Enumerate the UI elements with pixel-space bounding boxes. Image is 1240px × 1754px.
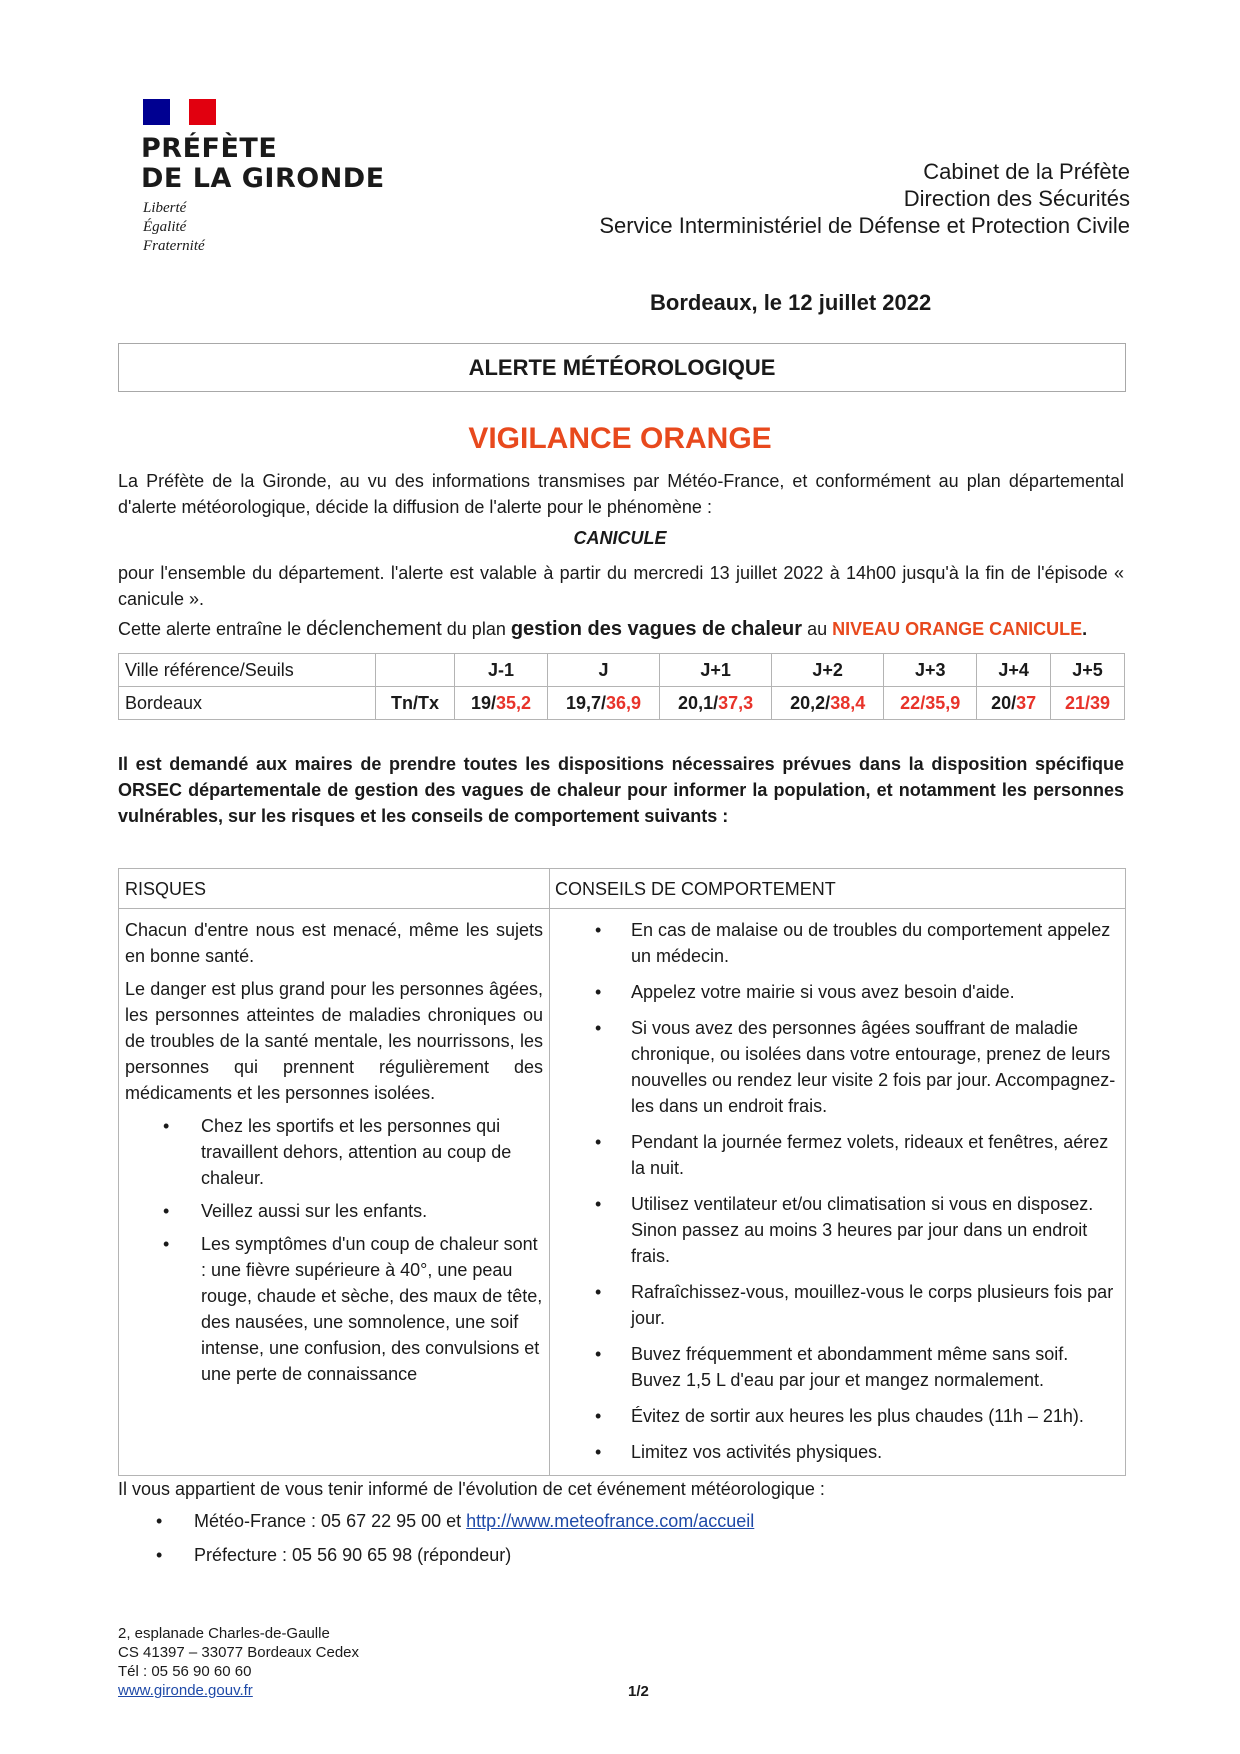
header-day: J+3	[884, 654, 977, 687]
city-name: Bordeaux	[119, 687, 376, 720]
plan-level: NIVEAU ORANGE CANICULE	[832, 619, 1083, 639]
threshold-header-row	[119, 654, 1125, 687]
footer-phone: Tél : 05 56 90 60 60	[118, 1663, 252, 1680]
republic-motto	[143, 199, 205, 256]
bullet-icon: •	[163, 1201, 170, 1221]
footer-address	[118, 1624, 359, 1700]
info-meteo	[118, 1508, 1124, 1534]
bullet-icon: •	[595, 1442, 602, 1462]
tn-value: 19,7	[565, 692, 602, 713]
bullet-icon: •	[595, 1194, 602, 1214]
page-number: 1/2	[628, 1683, 649, 1700]
footer-website-link[interactable]: www.gironde.gouv.fr	[118, 1682, 253, 1699]
advice-text: Buvez fréquemment et abondamment même sans soif. Buvez 1,5 L d'eau par jour et mangez normalement.	[631, 1344, 1069, 1390]
risk-bullet	[125, 1198, 543, 1224]
plan-prefix: Cette alerte entraîne le	[118, 619, 307, 639]
advice-text: Appelez votre mairie si vous avez besoin d'aide.	[631, 982, 1015, 1002]
header-city-label: Ville référence/Seuils	[119, 654, 376, 687]
advice-item	[559, 1341, 1121, 1393]
threshold-data-row	[119, 687, 1125, 720]
vigilance-level: VIGILANCE ORANGE	[468, 422, 772, 455]
republic-flag-logo	[143, 99, 216, 125]
document-date: Bordeaux, le 12 juillet 2022	[650, 290, 932, 315]
tx-value: 35,9	[925, 692, 961, 713]
day-value: 20,2/38,4	[772, 687, 884, 720]
prefecture-brand	[141, 134, 385, 194]
day-value: 22/35,9	[884, 687, 977, 720]
risk-bullet	[125, 1113, 543, 1191]
tn-value: 20,2	[790, 692, 826, 713]
motto-fraternite: Fraternité	[143, 238, 205, 254]
intro-paragraph: La Préfète de la Gironde, au vu des informations transmises par Météo-France, et conformément au plan départemental d'alerte météorologique, décide la diffusion de l'alerte pour le phénomène :	[118, 471, 1124, 517]
risk-paragraph: Le danger est plus grand pour les personnes âgées, les personnes atteintes de maladies chroniques ou de troubles de la santé mentale, les nourrissons, les personnes qui prennent régulièrement des médicaments et les personnes isolées.	[125, 979, 543, 1103]
day-value: 20/37	[977, 687, 1051, 720]
day-value: 19/35,2	[455, 687, 548, 720]
tx-value: 39	[1090, 692, 1111, 713]
motto-liberte: Liberté	[143, 200, 187, 216]
brand-line-2: DE LA GIRONDE	[141, 163, 385, 194]
advice-item	[559, 1439, 1121, 1465]
bullet-icon: •	[595, 1018, 602, 1038]
advice-text: Évitez de sortir aux heures les plus chaudes (11h – 21h).	[631, 1406, 1084, 1426]
advice-item	[559, 1015, 1121, 1119]
header-day: J-1	[455, 654, 548, 687]
bullet-text: Les symptômes d'un coup de chaleur sont : une fièvre supérieure à 40°, une peau rouge, chaude et sèche, des maux de tête, des nausées, une somnolence, une soif intense, une confusion, des convulsions et une perte de connaissance	[201, 1234, 543, 1384]
info-prefecture	[118, 1542, 1124, 1568]
risks-column	[125, 917, 543, 1394]
advice-text: Limitez vos activités physiques.	[631, 1442, 883, 1462]
advice-item	[559, 1279, 1121, 1331]
meteo-phone: Météo-France : 05 67 22 95 00 et	[194, 1511, 467, 1531]
info-intro: Il vous appartient de vous tenir informé de l'évolution de cet événement météorologique :	[118, 1479, 825, 1499]
brand-line-1: PRÉFÈTE	[141, 133, 278, 164]
tn-value: 20,1	[678, 692, 714, 713]
threshold-table	[118, 653, 1125, 720]
header-day: J+4	[977, 654, 1051, 687]
meteo-link[interactable]: http://www.meteofrance.com/accueil	[466, 1511, 755, 1531]
advice-text: Rafraîchissez-vous, mouillez-vous le corps plusieurs fois par jour.	[631, 1282, 1114, 1328]
header-day: J+1	[660, 654, 772, 687]
advice-item	[559, 979, 1121, 1005]
day-value: 20,1/37,3	[660, 687, 772, 720]
header-day: J+5	[1051, 654, 1125, 687]
advice-item	[559, 1403, 1121, 1429]
risks-advice-table	[118, 868, 1126, 1476]
bullet-icon: •	[595, 1282, 602, 1302]
tx-value: 38,4	[830, 692, 866, 713]
tx-value: 36,9	[606, 692, 642, 713]
tn-value: 19	[470, 692, 491, 713]
header-day: J+2	[772, 654, 884, 687]
prefecture-phone: Préfecture : 05 56 90 65 98 (répondeur)	[194, 1545, 512, 1565]
advice-column	[559, 917, 1121, 1475]
bullet-icon: •	[595, 1132, 602, 1152]
tx-value: 37,3	[718, 692, 754, 713]
risk-bullet	[125, 1231, 543, 1387]
service-line: Direction des Sécurités	[903, 186, 1130, 211]
advice-text: Si vous avez des personnes âgées souffrant de maladie chronique, ou isolées dans votre entourage, prenez de leurs nouvelles ou rendez leur visite 2 fois par jour. Accompagnez-les dans un endroit frais.	[631, 1018, 1116, 1116]
advice-text: En cas de malaise ou de troubles du comportement appelez un médecin.	[631, 920, 1111, 966]
tn-value: 21	[1065, 692, 1086, 713]
issuing-service	[599, 158, 1130, 239]
alert-title: ALERTE MÉTÉOROLOGIQUE	[468, 354, 776, 380]
info-section	[118, 1476, 1124, 1576]
tn-value: 22	[900, 692, 921, 713]
bullet-text: Chez les sportifs et les personnes qui travaillent dehors, attention au coup de chaleur.	[201, 1116, 512, 1188]
plan-name: gestion des vagues de chaleur	[510, 618, 803, 640]
day-value: 21/39	[1051, 687, 1125, 720]
bullet-icon: •	[595, 1406, 602, 1426]
bullet-icon: •	[163, 1234, 170, 1254]
validity-paragraph: pour l'ensemble du département. l'alerte est valable à partir du mercredi 13 juillet 2022 à 14h00 jusqu'à la fin de l'épisode « canicule ».	[118, 563, 1124, 609]
mayors-request: Il est demandé aux maires de prendre toutes les dispositions nécessaires prévues dans la disposition spécifique ORSEC départementale de gestion des vagues de chaleur pour informer la population, et notamment les personnes vulnérables, sur les risques et les conseils de comportement suivants :	[118, 754, 1124, 826]
plan-mid: du plan	[441, 619, 511, 639]
phenomenon-name: CANICULE	[573, 528, 667, 548]
address-line: 2, esplanade Charles-de-Gaulle	[118, 1625, 330, 1642]
tx-value: 35,2	[495, 692, 532, 713]
header-measure	[376, 654, 455, 687]
bullet-text: Veillez aussi sur les enfants.	[201, 1201, 428, 1221]
service-line: Service Interministériel de Défense et Protection Civile	[599, 213, 1130, 238]
day-value: 19,7/36,9	[547, 687, 659, 720]
advice-text: Pendant la journée fermez volets, rideaux et fenêtres, aérez la nuit.	[631, 1132, 1109, 1178]
plan-end: .	[1082, 619, 1088, 639]
plan-trigger: déclenchement	[306, 618, 442, 640]
bullet-icon: •	[163, 1116, 170, 1136]
plan-sentence	[118, 616, 1124, 642]
bullet-icon: •	[595, 920, 602, 940]
tx-value: 37	[1016, 692, 1037, 713]
bullet-icon: •	[156, 1511, 163, 1531]
advice-item	[559, 1191, 1121, 1269]
measure-label: Tn/Tx	[376, 687, 455, 720]
advice-header: CONSEILS DE COMPORTEMENT	[555, 879, 836, 899]
risks-header: RISQUES	[125, 879, 207, 899]
service-line: Cabinet de la Préfète	[923, 159, 1130, 184]
header-day: J	[547, 654, 659, 687]
motto-egalite: Égalité	[143, 219, 187, 235]
bullet-icon: •	[156, 1545, 163, 1565]
tn-value: 20	[991, 692, 1012, 713]
bullet-icon: •	[595, 1344, 602, 1364]
advice-text: Utilisez ventilateur et/ou climatisation si vous en disposez. Sinon passez au moins 3 heures par jour dans un endroit frais.	[631, 1194, 1094, 1266]
plan-at: au	[802, 619, 833, 639]
risk-paragraph: Chacun d'entre nous est menacé, même les sujets en bonne santé.	[125, 920, 543, 966]
address-line: CS 41397 – 33077 Bordeaux Cedex	[118, 1644, 360, 1661]
bullet-icon: •	[595, 982, 602, 1002]
alert-title-box	[118, 343, 1126, 392]
advice-item	[559, 1129, 1121, 1181]
advice-item	[559, 917, 1121, 969]
